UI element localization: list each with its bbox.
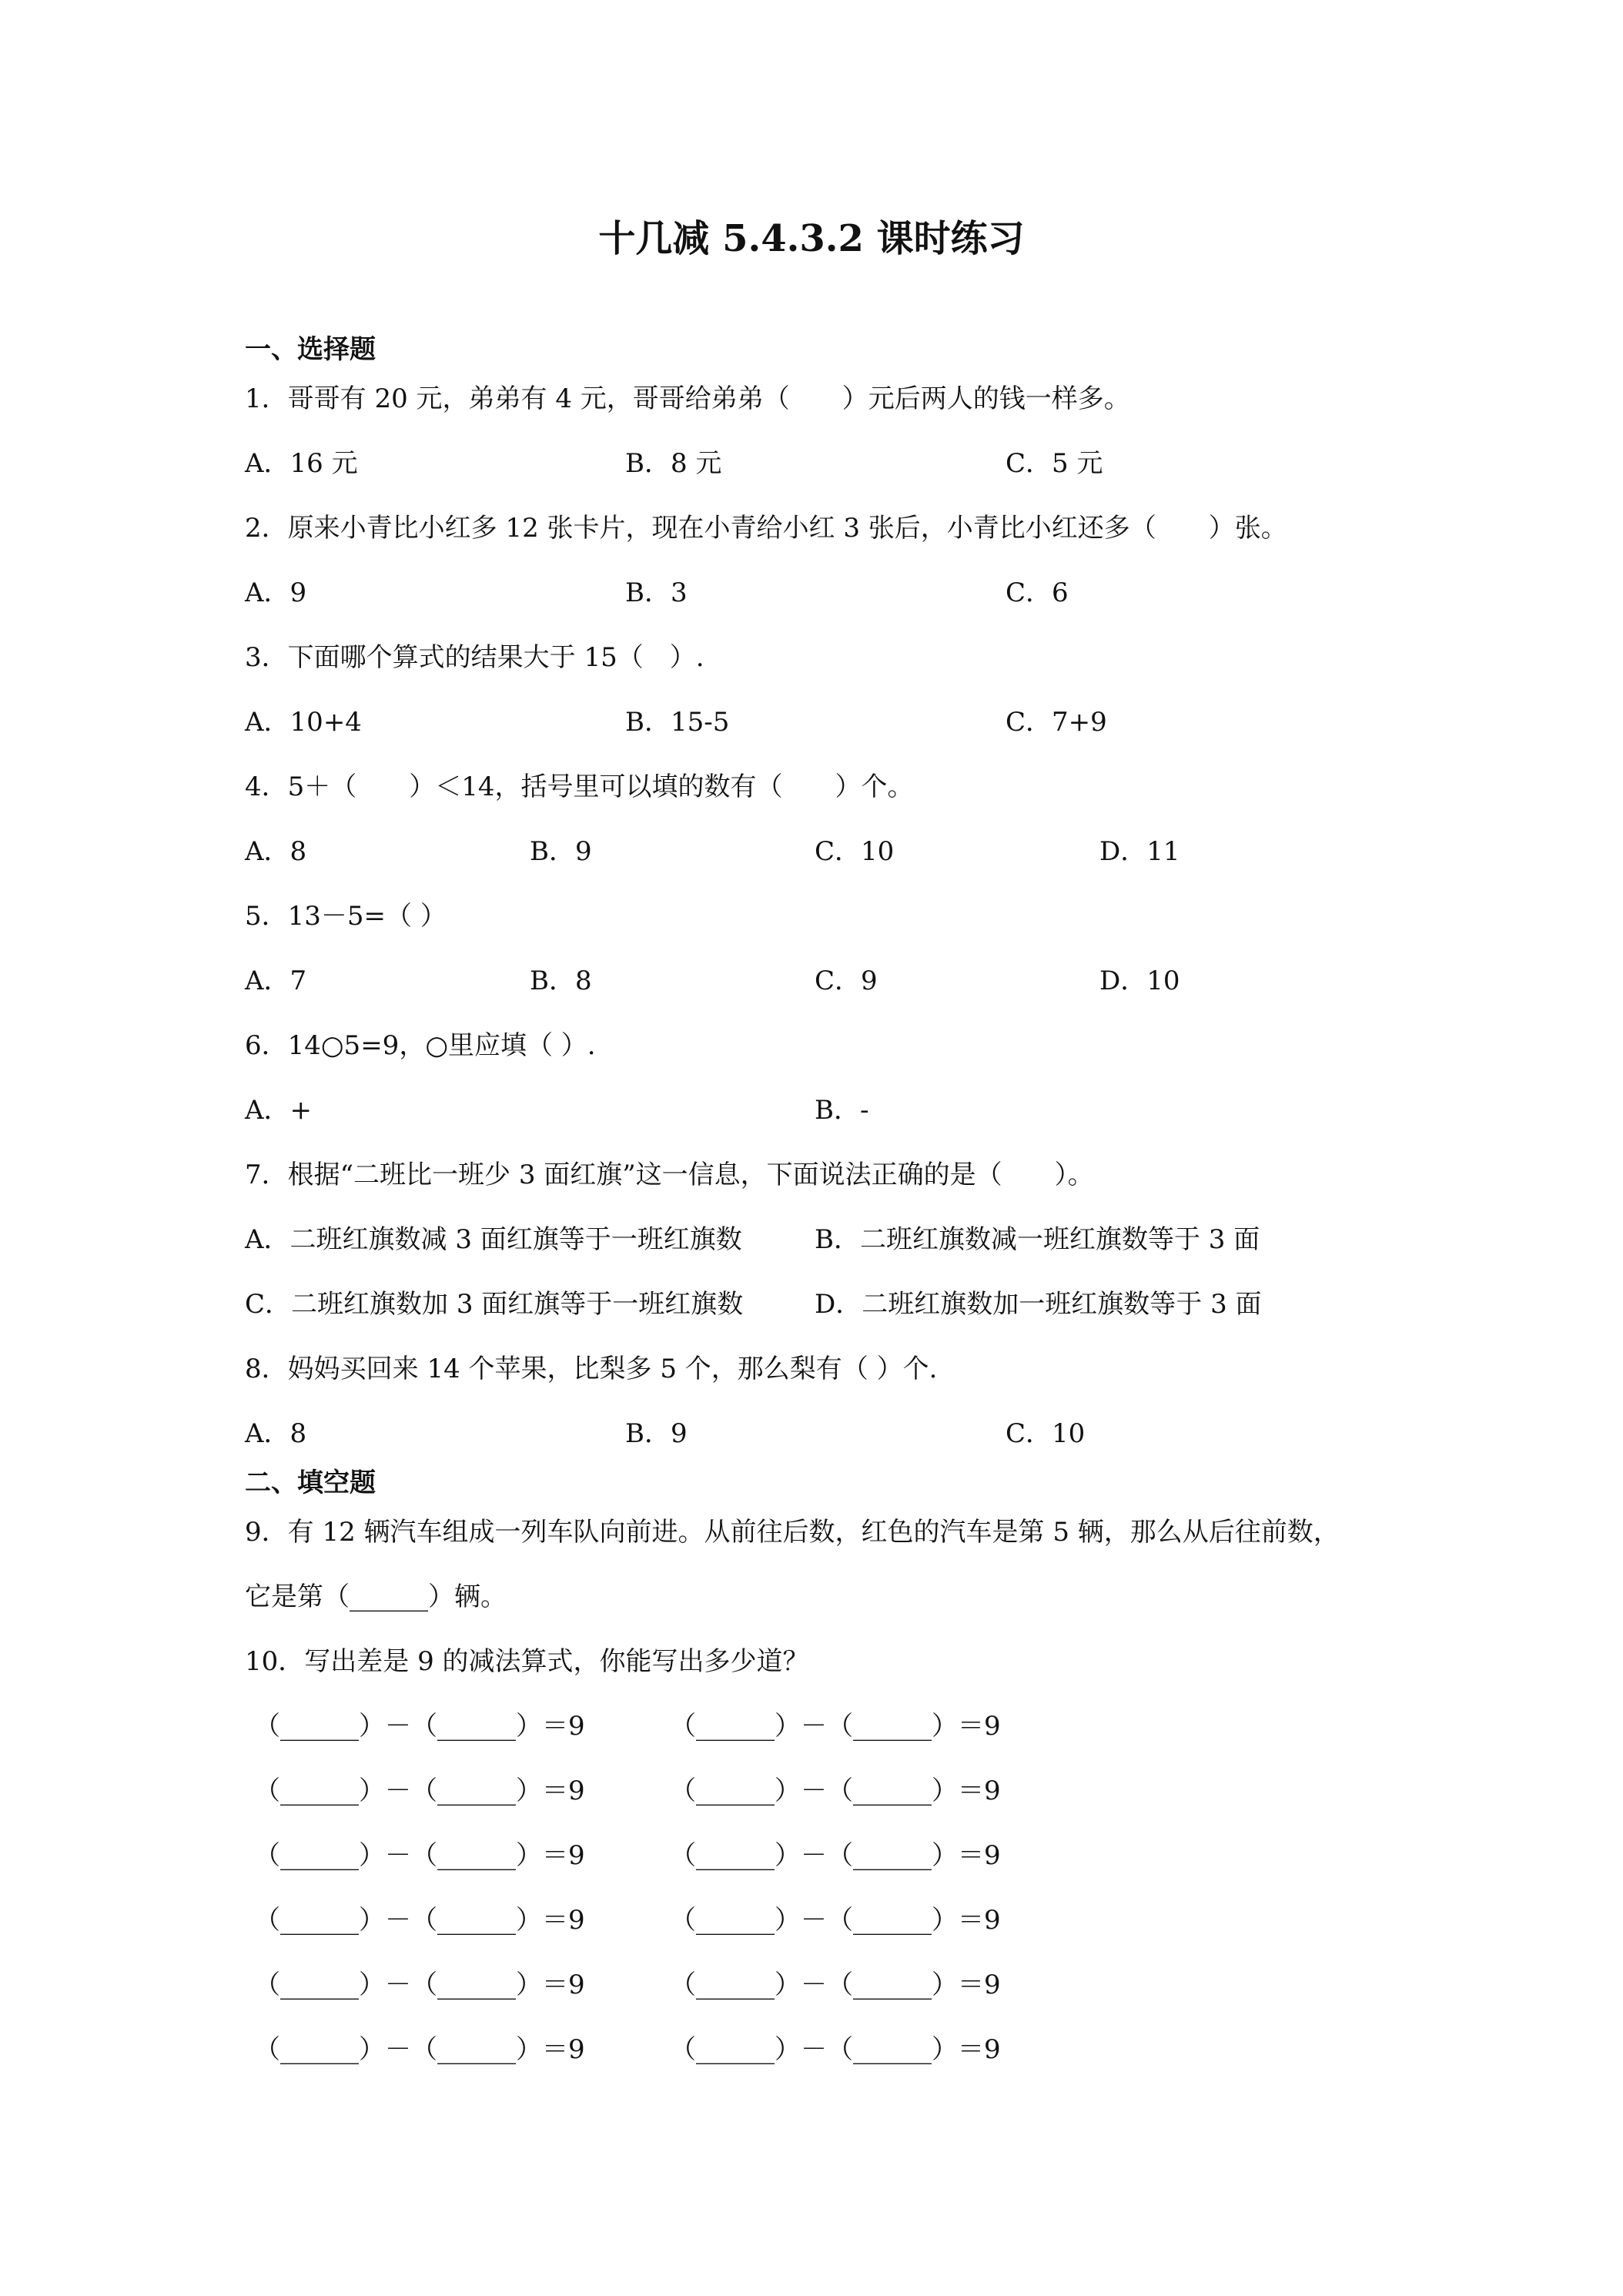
- equation-blank: （______）－（______）＝9: [670, 1840, 1001, 1871]
- equation-blank: （______）－（______）＝9: [670, 2034, 1001, 2065]
- option-8c: C．10: [1006, 1418, 1086, 1449]
- question-10: 10．写出差是 9 的减法算式，你能写出多少道？: [245, 1646, 809, 1677]
- option-8a: A．8: [245, 1418, 307, 1449]
- option-7b: B．二班红旗数减一班红旗数等于 3 面: [815, 1224, 1260, 1255]
- question-8: 8．妈妈买回来 14 个苹果，比梨多 5 个，那么梨有（ ）个.: [245, 1354, 938, 1384]
- equation-blank: （______）－（______）＝9: [670, 1711, 1001, 1742]
- question-7: 7．根据“二班比一班少 3 面红旗”这一信息，下面说法正确的是（ ）。: [245, 1160, 1094, 1190]
- question-2: 2．原来小青比小红多 12 张卡片，现在小青给小红 3 张后，小青比小红还多（ ）张。: [245, 513, 1287, 544]
- equation-blank: （______）－（______）＝9: [670, 1776, 1001, 1806]
- option-7c: C．二班红旗数加 3 面红旗等于一班红旗数: [245, 1289, 744, 1320]
- option-2b: B．3: [625, 577, 688, 608]
- page-title: 十几减 5.4.3.2 课时练习: [598, 217, 1025, 260]
- question-6: 6．14○5=9，○里应填（ ）.: [245, 1030, 596, 1061]
- option-8b: B．9: [625, 1418, 688, 1449]
- question-1: 1．哥哥有 20 元，弟弟有 4 元，哥哥给弟弟（ ）元后两人的钱一样多。: [245, 383, 1130, 414]
- option-5b: B．8: [530, 966, 592, 996]
- option-6b: B．-: [815, 1095, 869, 1126]
- option-7a: A．二班红旗数减 3 面红旗等于一班红旗数: [245, 1224, 742, 1255]
- option-1a: A．16 元: [245, 448, 358, 479]
- equation-blank: （______）－（______）＝9: [254, 1905, 585, 1936]
- option-7d: D．二班红旗数加一班红旗数等于 3 面: [815, 1289, 1262, 1320]
- question-9-line2: 它是第（______）辆。: [245, 1581, 507, 1612]
- equation-blank: （______）－（______）＝9: [254, 1970, 585, 2000]
- option-3a: A．10+4: [245, 707, 362, 738]
- equation-blank: （______）－（______）＝9: [670, 1905, 1001, 1936]
- question-5: 5．13－5=（ ）: [245, 901, 447, 932]
- option-5c: C．9: [815, 966, 878, 996]
- section-heading-choice: 一、选择题: [245, 334, 376, 365]
- question-9-line1: 9．有 12 辆汽车组成一列车队向前进。从前往后数，红色的汽车是第 5 辆，那么从后往前数，: [245, 1517, 1340, 1548]
- option-5d: D．10: [1099, 966, 1180, 996]
- option-2c: C．6: [1006, 577, 1069, 608]
- question-3: 3．下面哪个算式的结果大于 15（ ）.: [245, 642, 704, 673]
- option-4c: C．10: [815, 836, 895, 867]
- option-6a: A．+: [245, 1095, 313, 1126]
- option-4d: D．11: [1099, 836, 1180, 867]
- option-3b: B．15-5: [625, 707, 730, 738]
- equation-blank: （______）－（______）＝9: [254, 1711, 585, 1742]
- section-heading-fill: 二、填空题: [245, 1468, 376, 1498]
- equation-blank: （______）－（______）＝9: [254, 1840, 585, 1871]
- option-4a: A．8: [245, 836, 307, 867]
- question-4: 4．5＋（ ）＜14，括号里可以填的数有（ ）个。: [245, 771, 914, 802]
- option-1b: B．8 元: [625, 448, 722, 479]
- equation-blank: （______）－（______）＝9: [254, 1776, 585, 1806]
- option-2a: A．9: [245, 577, 307, 608]
- equation-blank: （______）－（______）＝9: [254, 2034, 585, 2065]
- equation-blank: （______）－（______）＝9: [670, 1970, 1001, 2000]
- option-3c: C．7+9: [1006, 707, 1107, 738]
- option-1c: C．5 元: [1006, 448, 1103, 479]
- option-4b: B．9: [530, 836, 592, 867]
- option-5a: A．7: [245, 966, 307, 996]
